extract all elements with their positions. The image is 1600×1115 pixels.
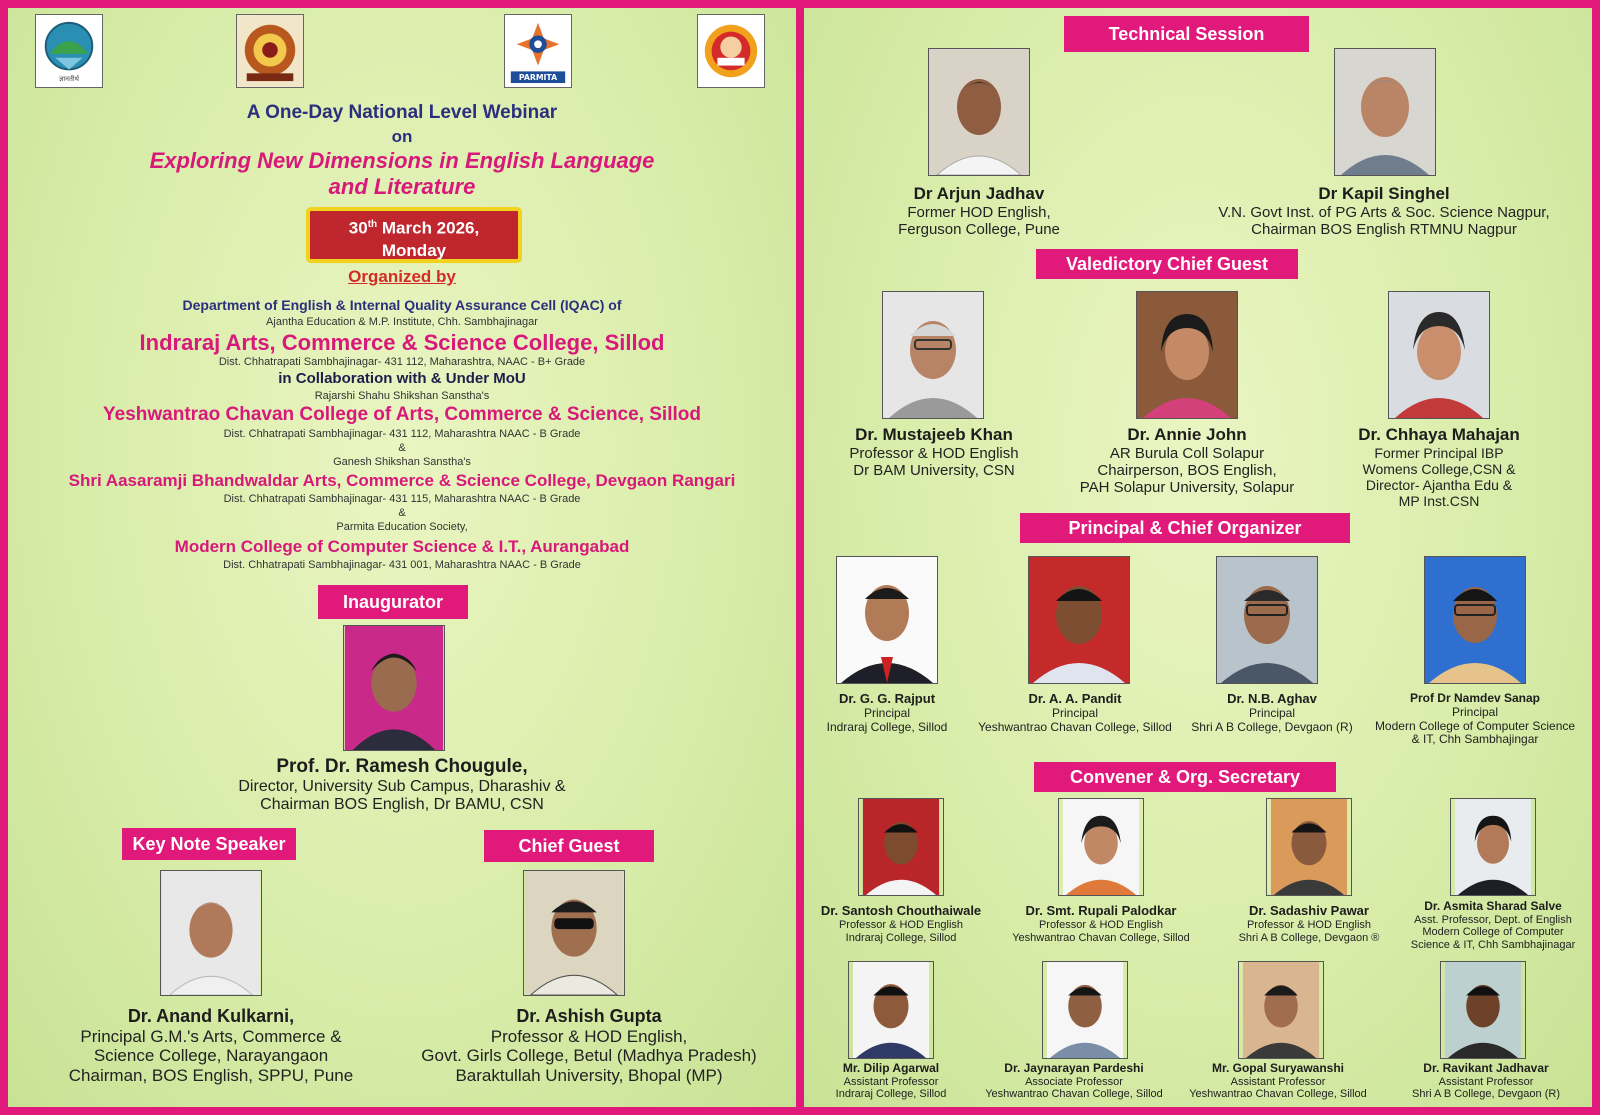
principal-caption-4 [1362,692,1588,747]
principal-photo-1 [836,556,938,684]
date-weekday: Monday [381,240,447,260]
technical-line1-2: V.N. Govt Inst. of PG Arts & Soc. Science Nagpur, [1218,203,1550,221]
assistant-name-4: Dr. Ravikant Jadhavar [1423,1061,1549,1075]
department-line: Department of English & Internal Quality Assurance Cell (IQAC) of [182,297,622,313]
assistant-caption-3 [1178,1062,1378,1101]
valedictory-caption-1 [824,425,1044,479]
valedictory-heading: Valedictory Chief Guest [1036,249,1298,279]
society-ganesh: Ganesh Shikshan Sanstha's [333,456,471,468]
date-day: 30 [348,218,368,238]
inaugurator-photo [343,625,445,751]
technical-line2-1: Ferguson College, Pune [898,220,1060,238]
principal-caption-1 [810,692,964,735]
assistant-line1-2: Associate Professor [1025,1075,1123,1088]
assistant-name-1: Mr. Dilip Agarwal [842,1061,940,1075]
ampersand-1: & [398,442,406,454]
university-logo-text: ज्ञानतीर्थ [59,75,79,84]
valedictory-line3-2: PAH Solapur University, Solapur [1079,479,1295,497]
technical-line2-2: Chairman BOS English RTMNU Nagpur [1251,220,1517,238]
chief-guest-line2: Govt. Girls College, Betul (Madhya Pradesh) [421,1046,757,1066]
valedictory-line2-1: Dr BAM University, CSN [853,461,1015,479]
convener-photo-3 [1266,798,1352,896]
principal-photo-4 [1424,556,1526,684]
convener-caption-1 [810,904,992,944]
date-month: March 2026, [377,218,480,238]
convener-line1-4: Asst. Professor, Dept. of English [1414,913,1572,926]
college-yeshwantrao: Yeshwantrao Chavan College of Arts, Commerce & Science, Sillod [103,404,701,425]
valedictory-line2-2: Chairperson, BOS English, [1097,461,1277,479]
chief-guest-name: Dr. Ashish Gupta [516,1006,662,1026]
left-panel [8,8,796,1107]
valedictory-line3-3: Director- Ajantha Edu & [1365,476,1513,493]
keynote-name: Dr. Anand Kulkarni, [127,1006,295,1026]
date-suffix: th [367,219,378,230]
convener-photo-2 [1058,798,1144,896]
assistant-line1-4: Assistant Professor [1438,1075,1534,1088]
principal-line1-3: Principal [1248,705,1296,720]
address-modern: Dist. Chhatrapati Sambhajinagar- 431 001, Maharashtra NAAC - B Grade [223,559,581,571]
assistant-line2-3: Yeshwantrao Chavan College, Sillod [1189,1088,1367,1101]
shikshan-sanstha-logo-icon [697,14,765,88]
principal-line3-4: & IT, Chh Sambhajingar [1411,732,1539,747]
convener-heading: Convener & Org. Secretary [1034,762,1336,792]
keynote-line3: Chairman, BOS English, SPPU, Pune [68,1065,354,1085]
keynote-line2: Science College, Narayangaon [93,1046,329,1066]
society-parmita: Parmita Education Society, [336,521,468,533]
valedictory-line1-3: Former Principal IBP [1374,444,1504,461]
valedictory-photo-1 [882,291,984,419]
convener-name-1: Dr. Santosh Chouthaiwale [820,903,982,918]
convener-line2-3: Shri A B College, Devgaon ® [1238,931,1380,944]
assistant-name-2: Dr. Jaynarayan Pardeshi [1004,1061,1144,1075]
valedictory-line1-1: Professor & HOD English [849,444,1019,462]
assistant-line2-2: Yeshwantrao Chavan College, Sillod [985,1088,1163,1101]
inaugurator-caption [8,756,796,815]
assistant-caption-1 [810,1062,972,1101]
principal-line1-1: Principal [863,705,911,720]
convener-name-4: Dr. Asmita Sharad Salve [1424,899,1562,913]
college-aasaramji: Shri Aasaramji Bhandwaldar Arts, Commerce & Science College, Devgaon Rangari [68,471,736,490]
assistant-photo-3 [1238,961,1324,1059]
valedictory-name-1: Dr. Mustajeeb Khan [855,425,1013,444]
principal-name-4: Prof Dr Namdev Sanap [1409,691,1541,705]
technical-photo-2 [1334,48,1436,176]
inaugurator-heading: Inaugurator [318,585,468,619]
principal-name-1: Dr. G. G. Rajput [838,691,936,706]
valedictory-line2-3: Womens College,CSN & [1362,460,1516,477]
principal-line1-4: Principal [1451,704,1499,719]
technical-caption-1 [864,184,1094,238]
convener-caption-2 [998,904,1204,944]
principal-heading: Principal & Chief Organizer [1020,513,1350,543]
collaboration-line: in Collaboration with & Under MoU [278,370,526,387]
parmita-logo-text: PARMITA [518,73,558,83]
webinar-title-line2: and Literature [328,174,476,199]
technical-caption-2 [1184,184,1584,238]
organized-by: Organized by [348,267,456,286]
college-modern: Modern College of Computer Science & I.T., Aurangabad [174,537,630,556]
technical-line1-1: Former HOD English, [907,203,1051,221]
valedictory-photo-3 [1388,291,1490,419]
university-logo-icon [35,14,103,88]
inaugurator-line1: Director, University Sub Campus, Dharashiv & [238,777,566,795]
convener-line2-4: Modern College of Computer [1422,926,1564,939]
convener-photo-4 [1450,798,1536,896]
inaugurator-line2: Chairman BOS English, Dr BAMU, CSN [260,796,544,814]
assistant-caption-2 [974,1062,1174,1101]
keynote-caption [36,1006,386,1085]
address-aasaramji: Dist. Chhatrapati Sambhajinagar- 431 115, Maharashtra NAAC - B Grade [223,493,581,505]
convener-line1-1: Professor & HOD English [838,918,964,931]
principal-photo-2 [1028,556,1130,684]
convener-name-2: Dr. Smt. Rupali Palodkar [1025,903,1177,918]
valedictory-name-2: Dr. Annie John [1127,425,1247,444]
convener-line3-4: Science & IT, Chh Sambhajinagar [1410,939,1576,952]
valedictory-line4-3: MP Inst.CSN [1398,492,1480,509]
address-indraraj: Dist. Chhatrapati Sambhajinagar- 431 112, Maharashtra, NAAC - B+ Grade [218,356,586,368]
chief-guest-heading: Chief Guest [484,830,654,862]
assistant-photo-4 [1440,961,1526,1059]
assistant-line2-4: Shri A B College, Devgaon (R) [1412,1088,1560,1101]
keynote-heading: Key Note Speaker [122,828,296,860]
valedictory-photo-2 [1136,291,1238,419]
inaugurator-name: Prof. Dr. Ramesh Chougule, [276,756,528,777]
valedictory-caption-3 [1334,425,1544,509]
chief-guest-photo [523,870,625,996]
parmita-logo-icon [504,14,572,88]
on-line: on [391,127,413,146]
principal-name-3: Dr. N.B. Aghav [1227,691,1317,706]
webinar-title-line1: Exploring New Dimensions in English Language [149,148,655,173]
society-rajarshi: Rajarshi Shahu Shikshan Sanstha's [314,390,490,402]
convener-caption-3 [1214,904,1404,944]
principal-line1-2: Principal [1051,705,1099,720]
assistant-line1-3: Assistant Professor [1230,1075,1326,1088]
principal-photo-3 [1216,556,1318,684]
valedictory-name-3: Dr. Chhaya Mahajan [1358,425,1520,444]
ampersand-2: & [398,507,406,519]
chief-guest-caption [394,1006,784,1085]
technical-photo-1 [928,48,1030,176]
assistant-photo-2 [1042,961,1128,1059]
principal-line2-1: Indraraj College, Sillod [826,719,948,734]
principal-caption-2 [970,692,1180,735]
technical-name-2: Dr Kapil Singhel [1318,184,1450,203]
valedictory-caption-2 [1054,425,1320,496]
assistant-photo-1 [848,961,934,1059]
principal-line2-2: Yeshwantrao Chavan College, Sillod [978,719,1172,734]
chief-guest-line1: Professor & HOD English, [490,1026,688,1046]
valedictory-line1-2: AR Burula Coll Solapur [1109,444,1265,462]
convener-line1-2: Professor & HOD English [1038,918,1164,931]
principal-caption-3 [1182,692,1362,735]
keynote-line1: Principal G.M.'s Arts, Commerce & [80,1026,342,1046]
assistant-line1-1: Assistant Professor [843,1075,939,1088]
convener-line2-2: Yeshwantrao Chavan College, Sillod [1012,931,1190,944]
convener-line2-1: Indraraj College, Sillod [845,931,957,944]
technical-name-1: Dr Arjun Jadhav [913,184,1045,203]
address-yeshwantrao: Dist. Chhatrapati Sambhajinagar- 431 112, Maharashtra NAAC - B Grade [223,428,581,440]
chief-guest-line3: Baraktullah University, Bhopal (MP) [455,1065,723,1085]
principal-name-2: Dr. A. A. Pandit [1028,691,1122,706]
assistant-caption-4 [1388,1062,1584,1101]
webinar-line: A One-Day National Level Webinar [246,102,558,123]
principal-line2-3: Shri A B College, Devgaon (R) [1191,719,1353,734]
institute-emblem-icon [236,14,304,88]
college-indraraj: Indraraj Arts, Commerce & Science College, Sillod [139,330,665,355]
assistant-line2-1: Indraraj College, Sillod [835,1088,947,1101]
right-panel [804,8,1592,1107]
keynote-photo [160,870,262,996]
convener-name-3: Dr. Sadashiv Pawar [1249,903,1369,918]
convener-line1-3: Professor & HOD English [1246,918,1372,931]
technical-session-heading: Technical Session [1064,16,1309,52]
assistant-name-3: Mr. Gopal Suryawanshi [1211,1061,1345,1075]
society-ajantha: Ajantha Education & M.P. Institute, Chh. Sambhajinagar [266,316,538,328]
principal-line2-4: Modern College of Computer Science [1374,718,1576,733]
convener-photo-1 [858,798,944,896]
date-badge [306,207,522,263]
convener-caption-4 [1396,900,1590,952]
